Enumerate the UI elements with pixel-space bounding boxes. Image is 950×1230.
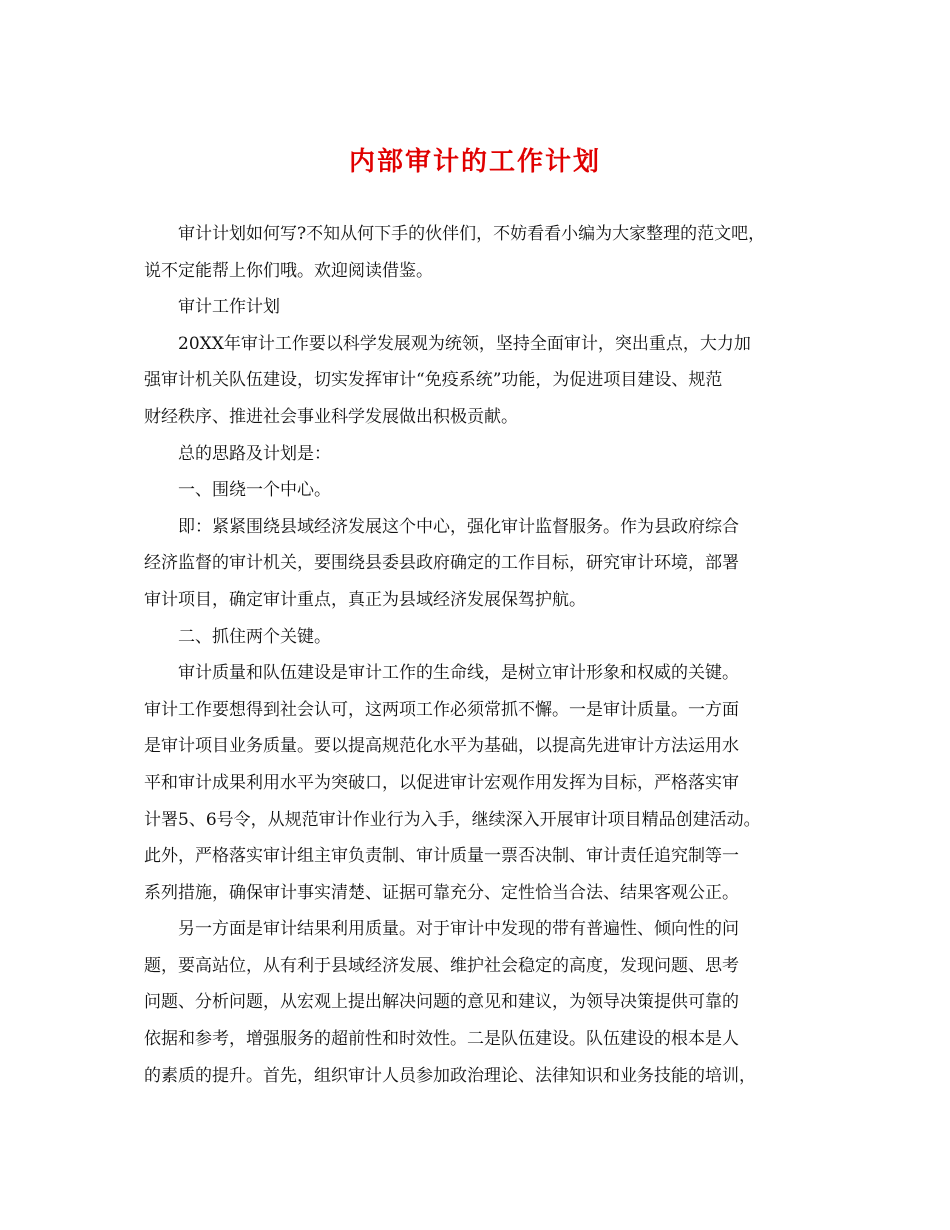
body-line: 一、围绕一个中心。 — [178, 480, 331, 501]
body-line: 总的思路及计划是： — [178, 443, 331, 464]
body-line: 另一方面是审计结果利用质量。对于审计中发现的带有普遍性、倾向性的问 — [178, 919, 739, 940]
body-line: 经济监督的审计机关，要围绕县委县政府确定的工作目标，研究审计环境，部署 — [144, 553, 739, 574]
body-line: 财经秩序、推进社会事业科学发展做出积极贡献。 — [144, 406, 518, 427]
body-line: 计署5、6号令，从规范审计作业行为入手，继续深入开展审计项目精品创建活动。 — [144, 809, 761, 830]
body-line: 此外，严格落实审计组主审负责制、审计质量一票否决制、审计责任追究制等一 — [144, 846, 739, 867]
body-line: 20XX年审计工作要以科学发展观为统领，坚持全面审计，突出重点，大力加 — [178, 333, 751, 354]
body-line: 审计质量和队伍建设是审计工作的生命线，是树立审计形象和权威的关键。 — [178, 663, 739, 684]
document-body — [144, 216, 812, 1094]
body-line: 题，要高站位，从有利于县域经济发展、维护社会稳定的高度，发现问题、思考 — [144, 955, 739, 976]
body-line: 说不定能帮上你们哦。欢迎阅读借鉴。 — [144, 260, 433, 281]
body-line: 平和审计成果利用水平为突破口，以促进审计宏观作用发挥为目标，严格落实审 — [144, 772, 739, 793]
document-title: 内部审计的工作计划 — [348, 147, 601, 177]
body-line: 即：紧紧围绕县域经济发展这个中心，强化审计监督服务。作为县政府综合 — [178, 516, 739, 537]
body-line: 问题、分析问题，从宏观上提出解决问题的意见和建议，为领导决策提供可靠的 — [144, 992, 739, 1013]
body-line: 的素质的提升。首先，组织审计人员参加政治理论、法律知识和业务技能的培训， — [144, 1065, 756, 1086]
body-line: 强审计机关队伍建设，切实发挥审计“免疫系统”功能，为促进项目建设、规范 — [144, 370, 723, 391]
body-line: 二、抓住两个关键。 — [178, 626, 331, 647]
body-line: 审计工作计划 — [178, 297, 280, 318]
body-line: 系列措施，确保审计事实清楚、证据可靠充分、定性恰当合法、结果客观公正。 — [144, 882, 739, 903]
body-line: 依据和参考，增强服务的超前性和时效性。二是队伍建设。队伍建设的根本是人 — [144, 1029, 739, 1050]
body-line: 是审计项目业务质量。要以提高规范化水平为基础，以提高先进审计方法运用水 — [144, 736, 739, 757]
body-line: 审计项目，确定审计重点，真正为县域经济发展保驾护航。 — [144, 589, 586, 610]
body-line: 审计工作要想得到社会认可，这两项工作必须常抓不懈。一是审计质量。一方面 — [144, 699, 739, 720]
body-line: 审计计划如何写?不知从何下手的伙伴们，不妨看看小编为大家整理的范文吧， — [178, 224, 766, 244]
